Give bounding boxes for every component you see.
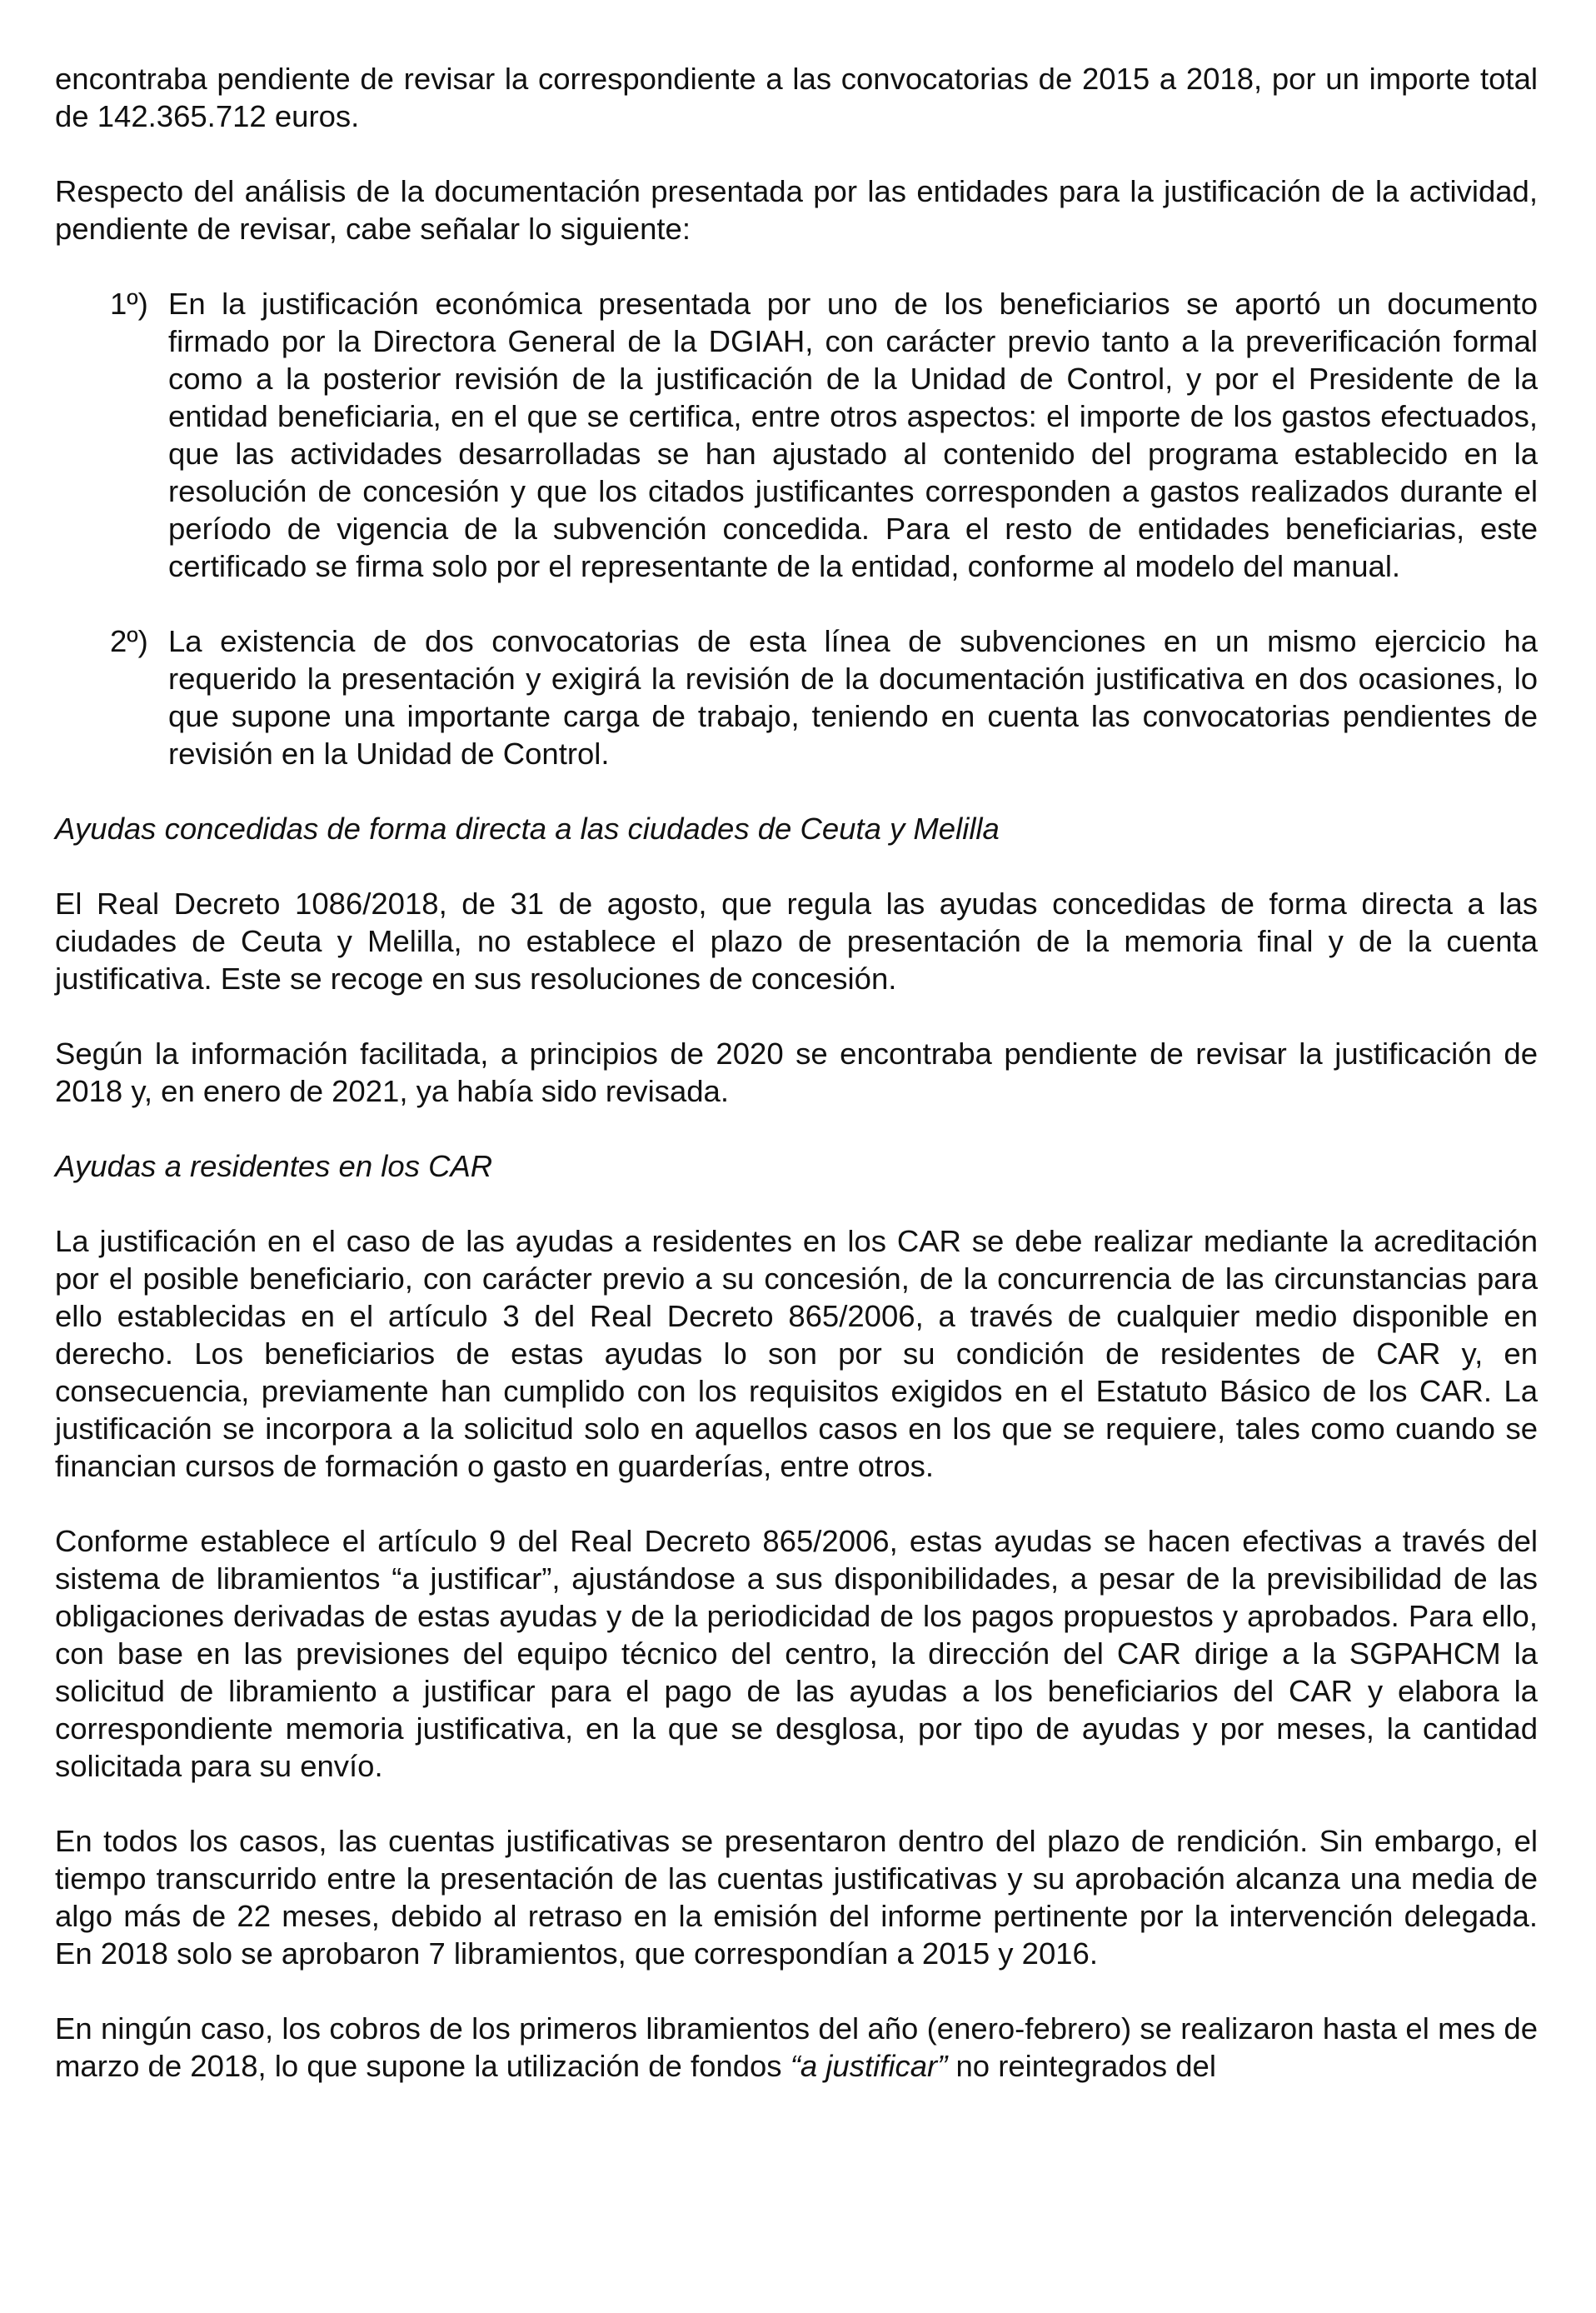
paragraph-justificacion-car: La justificación en el caso de las ayudas a residentes en los CAR se debe realizar mediante la acreditación por el posible beneficiario, con carácter previo a su concesión, de la concurrencia de las circunstancias para ello establecidas en el artículo 3 del Real Decreto 865/2006, a través de cualquier medio disponible en derecho. Los beneficiarios de estas ayudas lo son por su condición de residentes de CAR y, en consecuencia, previamente han cumplido con los requisitos exigidos en el Estatuto Básico de los CAR. La justificación se incorpora a la solicitud solo en aquellos casos en los que se requiere, tales como cuando se financian cursos de formación o gasto en guarderías, entre otros. bbox=[55, 1224, 1538, 1483]
paragraph-informacion-facilitada: Según la información facilitada, a principios de 2020 se encontraba pendiente de revisar la justificación de 2018 y, en enero de 2021, ya había sido revisada. bbox=[55, 1037, 1538, 1108]
paragraph-analysis-intro: Respecto del análisis de la documentación presentada por las entidades para la justificación de la actividad, pendiente de revisar, cabe señalar lo siguiente: bbox=[55, 174, 1538, 246]
section-heading-ceuta-melilla: Ayudas concedidas de forma directa a las ciudades de Ceuta y Melilla bbox=[55, 812, 1000, 846]
list-item-text: En la justificación económica presentada por uno de los beneficiarios se aportó un documento firmado por la Directora General de la DGIAH, con carácter previo tanto a la preverificación formal como a la posterior revisión de la justificación de la Unidad de Control, y por el Presidente de la entidad beneficiaria, en el que se certifica, entre otros aspectos: el importe de los gastos efectuados, que las actividades desarrolladas se han ajustado al contenido del programa establecido en la resolución de concesión y que los citados justificantes corresponden a gastos realizados durante el período de vigencia de la subvención concedida. Para el resto de entidades beneficiarias, este certificado se firma solo por el representante de la entidad, conforme al modelo del manual. bbox=[168, 287, 1538, 583]
italic-segment: “a justificar” bbox=[790, 2049, 948, 2083]
text-segment: En ningún caso, los cobros de los primeros libramientos del año (enero-febrero) se realizaron hasta el mes de marzo de 2018, lo que supone la utilización de fondos bbox=[55, 2011, 1538, 2083]
list-marker: 1º) bbox=[110, 287, 148, 321]
paragraph-cuentas-justificativas: En todos los casos, las cuentas justificativas se presentaron dentro del plazo de rendición. Sin embargo, el tiempo transcurrido entre la presentación de las cuentas justificativas y su aprobación alcanza una media de algo más de 22 meses, debido al retraso en la emisión del informe pertinente por la intervención delegada. En 2018 solo se aprobaron 7 libramientos, que correspondían a 2015 y 2016. bbox=[55, 1824, 1538, 1971]
list-item-1 bbox=[55, 285, 1538, 585]
text-segment: no reintegrados del bbox=[947, 2049, 1216, 2083]
list-item-text: La existencia de dos convocatorias de esta línea de subvenciones en un mismo ejercicio ha requerido la presentación y exigirá la revisión de la documentación justificativa en dos ocasiones, lo que supone una importante carga de trabajo, teniendo en cuenta las convocatorias pendientes de revisión en la Unidad de Control. bbox=[168, 624, 1538, 771]
paragraph-articulo-9: Conforme establece el artículo 9 del Real Decreto 865/2006, estas ayudas se hacen efectivas a través del sistema de libramientos “a justificar”, ajustándose a sus disponibilidades, a pesar de la previsibilidad de las obligaciones derivadas de estas ayudas y de la periodicidad de los pagos propuestos y aprobados. Para ello, con base en las previsiones del equipo técnico del centro, la dirección del CAR dirige a la SGPAHCM la solicitud de libramiento a justificar para el pago de las ayudas a los beneficiarios del CAR y elabora la correspondiente memoria justificativa, en la que se desglosa, por tipo de ayudas y por meses, la cantidad solicitada para su envío. bbox=[55, 1524, 1538, 1783]
paragraph-cobros-libramientos bbox=[55, 2010, 1538, 2085]
paragraph-intro-continuation: encontraba pendiente de revisar la correspondiente a las convocatorias de 2015 a 2018, por un importe total de 142.365.712 euros. bbox=[55, 62, 1538, 133]
document-page bbox=[55, 60, 1538, 2122]
list-item-2 bbox=[55, 622, 1538, 772]
paragraph-real-decreto-1086: El Real Decreto 1086/2018, de 31 de agosto, que regula las ayudas concedidas de forma directa a las ciudades de Ceuta y Melilla, no establece el plazo de presentación de la memoria final y de la cuenta justificativa. Este se recoge en sus resoluciones de concesión. bbox=[55, 887, 1538, 996]
list-marker: 2º) bbox=[110, 624, 148, 658]
section-heading-car: Ayudas a residentes en los CAR bbox=[55, 1149, 493, 1183]
